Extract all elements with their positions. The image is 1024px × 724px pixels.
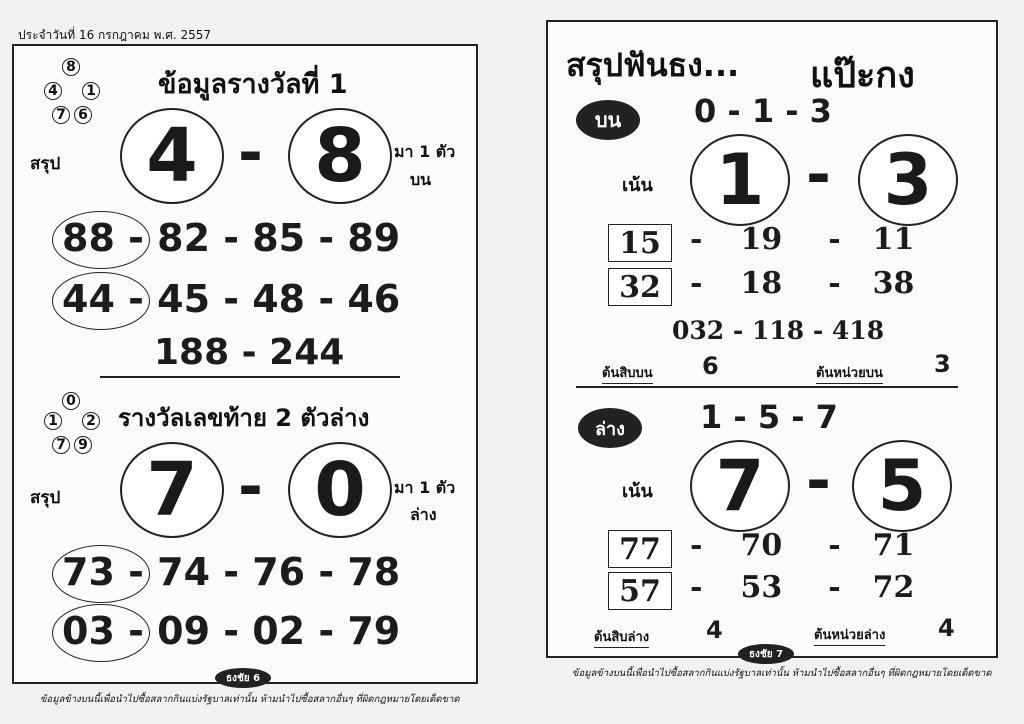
number-row <box>62 216 400 260</box>
pick-circle-top-b <box>288 108 392 204</box>
lead-number: 77 <box>619 531 661 567</box>
note-line: บน <box>410 170 432 189</box>
pick-dash: - <box>238 118 263 188</box>
page-badge: ธงชัย 7 <box>738 644 794 664</box>
summary-label: สรุป <box>30 488 61 508</box>
date-line: ประจำวันที่ 16 กรกฎาคม พ.ศ. 2557 <box>18 28 212 42</box>
digit-circle: 0 <box>62 392 80 410</box>
note-line: มา 1 ตัว <box>394 142 456 161</box>
digit-circle: 1 <box>82 82 100 100</box>
row-numbers: - 82 - 85 - 89 <box>128 216 401 260</box>
row-sep: - <box>690 222 703 257</box>
units-label: ต้นหน่วยล่าง <box>814 624 885 646</box>
note-line: มา 1 ตัว <box>394 478 456 497</box>
row-sep: - <box>828 528 841 563</box>
row-num: 18 <box>740 266 783 301</box>
page-badge: ธงชัย 6 <box>215 668 271 688</box>
pick-digit: 1 <box>715 139 765 221</box>
focus-circle-upper-a <box>690 134 790 226</box>
three-digit-row: 032 - 118 - 418 <box>672 316 885 345</box>
focus-circle-lower-b <box>852 440 952 532</box>
upper-digits: 0 - 1 - 3 <box>694 92 832 130</box>
row-num: 19 <box>740 222 783 257</box>
lead-box <box>608 572 672 610</box>
row-num: 53 <box>740 570 783 605</box>
pick-circle-bottom-b <box>288 442 392 538</box>
lead-number: 44 <box>62 277 115 321</box>
row-num: 11 <box>872 222 915 257</box>
focus-circle-lower-a <box>690 440 790 532</box>
lead-number: 57 <box>619 573 661 609</box>
digit-circle: 7 <box>52 106 70 124</box>
number-row <box>690 570 914 605</box>
lower-digits: 1 - 5 - 7 <box>700 398 838 436</box>
digit-circle: 4 <box>44 82 62 100</box>
digit-circle: 1 <box>44 412 62 430</box>
main-title: สรุปฟันธง... <box>566 46 740 84</box>
summary-label: สรุป <box>30 154 61 174</box>
number-row <box>62 609 400 653</box>
digit-circle: 2 <box>82 412 100 430</box>
row-numbers: - 45 - 48 - 46 <box>128 277 401 321</box>
units-label: ต้นหน่วยบน <box>816 362 883 384</box>
tens-label: ต้นสิบล่าง <box>594 626 649 648</box>
pick-digit: 7 <box>715 445 765 527</box>
digit-circle: 8 <box>62 58 80 76</box>
digit-circle: 9 <box>74 436 92 454</box>
lead-number: 88 <box>62 216 115 260</box>
tens-value: 4 <box>706 616 723 644</box>
lead-number: 73 <box>62 550 115 594</box>
lead-box <box>608 530 672 568</box>
row-sep: - <box>828 570 841 605</box>
units-value: 3 <box>934 350 951 378</box>
number-row <box>690 528 914 563</box>
row-sep: - <box>828 222 841 257</box>
number-row <box>62 277 400 321</box>
row-sep: - <box>828 266 841 301</box>
section-title-bottom: รางวัลเลขท้าย 2 ตัวล่าง <box>118 404 370 432</box>
divider <box>576 386 958 388</box>
divider <box>100 376 400 378</box>
number-row <box>690 266 914 301</box>
lead-number: 03 <box>62 609 115 653</box>
row-num: 38 <box>872 266 915 301</box>
tens-label: ต้นสิบบน <box>602 362 653 384</box>
row-num: 71 <box>872 528 915 563</box>
lead-box <box>608 268 672 306</box>
digit-circle: 7 <box>52 436 70 454</box>
row-sep: - <box>690 528 703 563</box>
main-title-name: แป๊ะกง <box>810 55 915 96</box>
pick-digit: 3 <box>883 139 933 221</box>
row-num: 70 <box>740 528 783 563</box>
units-value: 4 <box>938 614 955 642</box>
pick-circle-bottom-a <box>120 442 224 538</box>
focus-circle-upper-b <box>858 134 958 226</box>
pick-dash: - <box>806 446 831 516</box>
lead-box <box>608 224 672 262</box>
lead-number: 32 <box>619 269 661 305</box>
digit-circle: 6 <box>74 106 92 124</box>
pick-digit: 0 <box>314 447 366 533</box>
number-row <box>690 222 914 257</box>
footer-note: ข้อมูลข้างบนนี้เพื่อนำไปซื้อสลากกินแบ่งรัฐบาลเท่านั้น ห้ามนำไปซื้อสลากอื่นๆ ที่ผิดกฎหมายโดยเด็ดขาด <box>40 694 460 705</box>
note-line: ล่าง <box>410 505 437 524</box>
pick-circle-top-a <box>120 108 224 204</box>
pick-dash: - <box>238 452 263 522</box>
row-numbers: - 74 - 76 - 78 <box>128 550 401 594</box>
pick-dash: - <box>806 140 831 210</box>
number-row <box>62 550 400 594</box>
pick-digit: 4 <box>146 113 198 199</box>
footer-note: ข้อมูลข้างบนนี้เพื่อนำไปซื้อสลากกินแบ่งรัฐบาลเท่านั้น ห้ามนำไปซื้อสลากอื่นๆ ที่ผิดกฎหมายโดยเด็ดขาด <box>572 668 992 679</box>
row-numbers: - 09 - 02 - 79 <box>128 609 401 653</box>
lead-number: 15 <box>619 225 661 261</box>
pick-digit: 8 <box>314 113 366 199</box>
three-digit-row: 188 - 244 <box>154 332 345 373</box>
row-sep: - <box>690 570 703 605</box>
row-sep: - <box>690 266 703 301</box>
upper-label-badge: บน <box>576 100 640 140</box>
pick-digit: 5 <box>877 445 927 527</box>
row-num: 72 <box>872 570 915 605</box>
lower-label-badge: ล่าง <box>578 408 642 448</box>
focus-label: เน้น <box>622 175 653 196</box>
focus-label: เน้น <box>622 481 653 502</box>
section-title-top: ข้อมูลรางวัลที่ 1 <box>158 69 348 100</box>
pick-digit: 7 <box>146 447 198 533</box>
tens-value: 6 <box>702 352 719 380</box>
